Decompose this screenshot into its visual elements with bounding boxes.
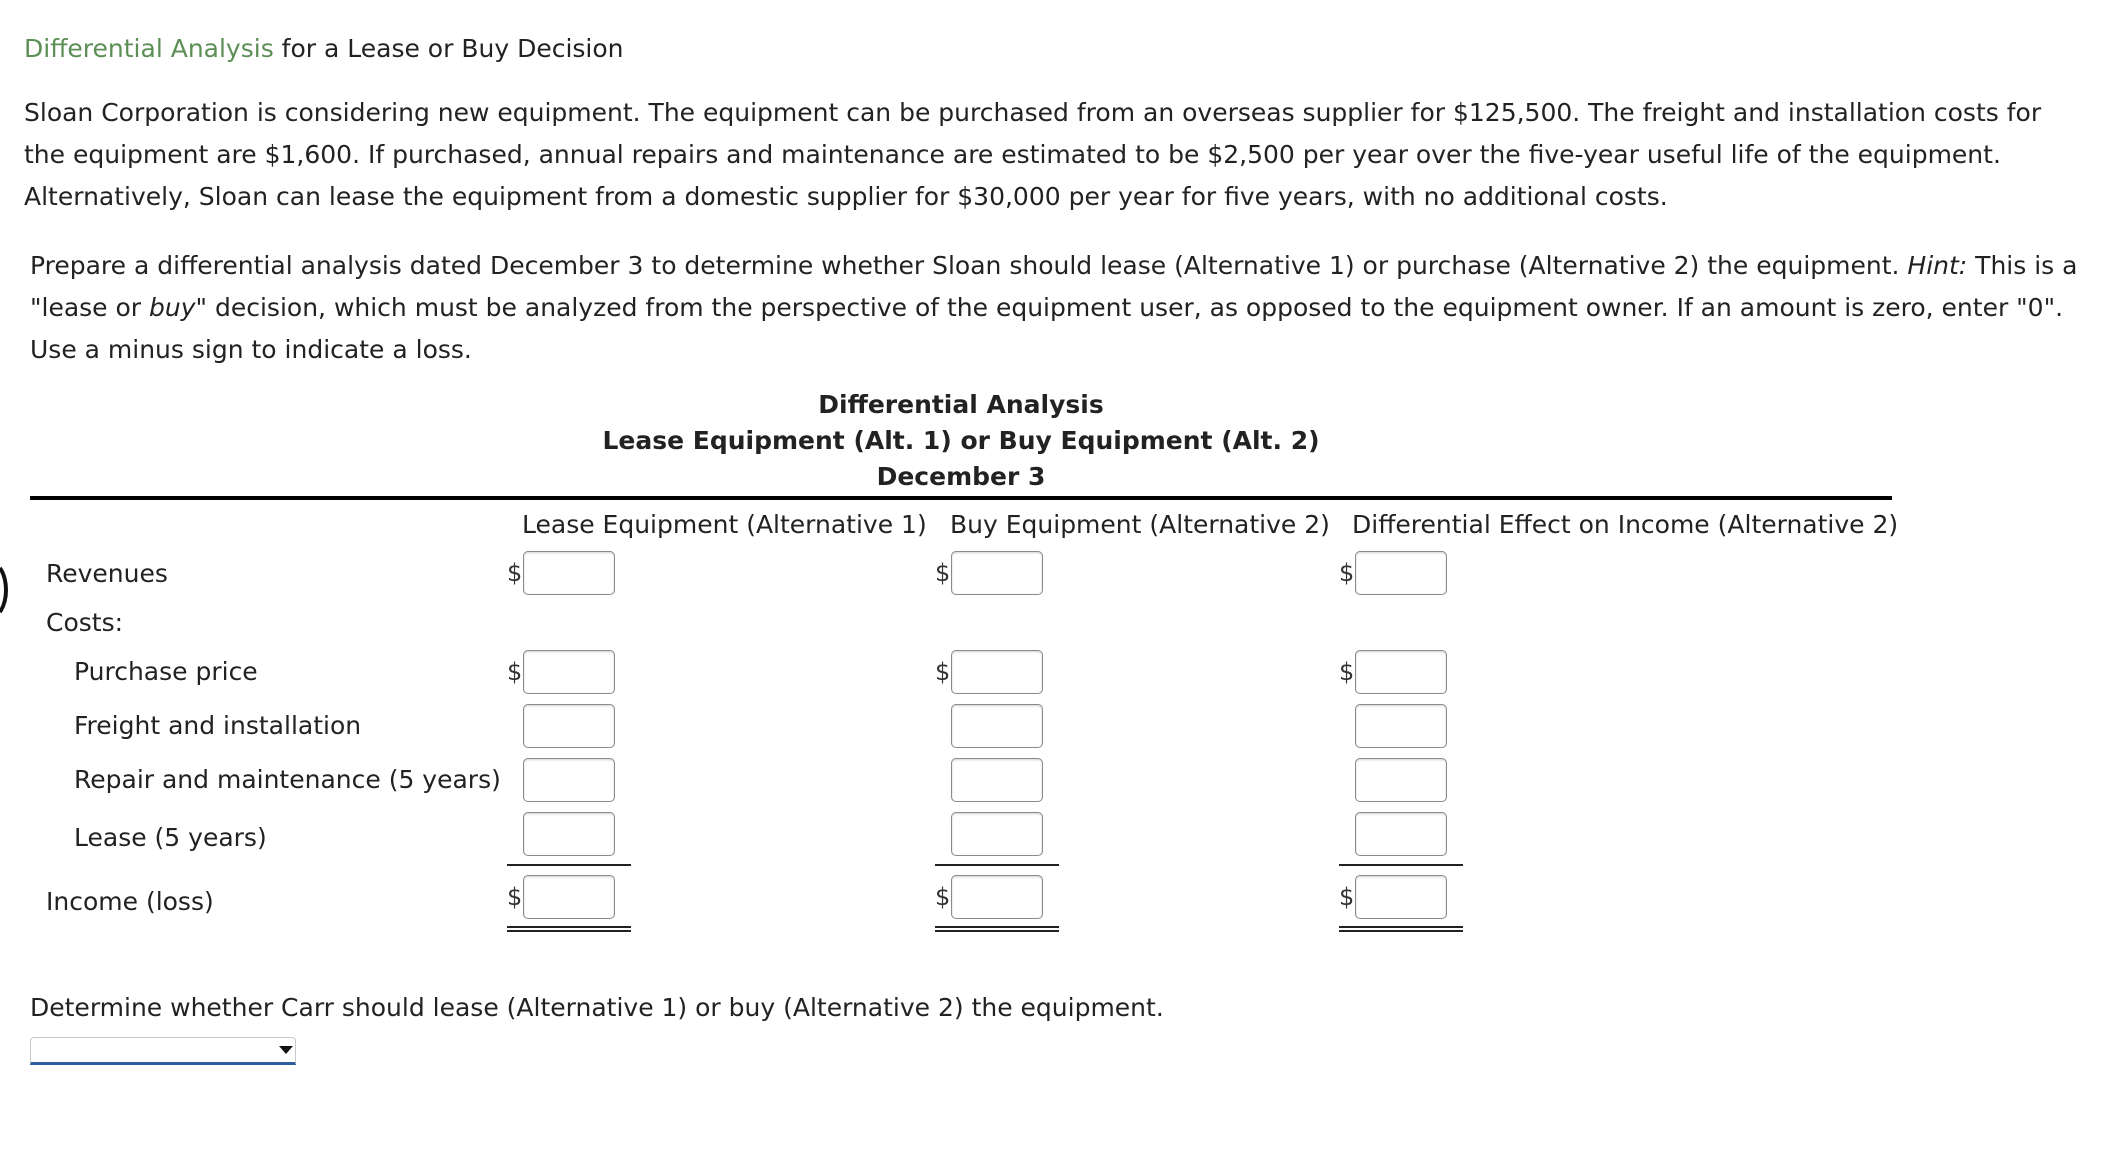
instructions-text-1: Prepare a differential analysis dated December 3 to determine whether Sloan should lease (Alternative 1) or purchase (Alternative 2) the equipment.	[30, 251, 1908, 280]
problem-paragraph: Sloan Corporation is considering new equipment. The equipment can be purchased from an overseas supplier for $125,500. The freight and installation costs for the equipment are $1,600. If purchased, annual repairs and maintenance are estimated to be $2,500 per year over the five-year useful life of the equipment. Alternatively, Sloan can lease the equipment from a domestic supplier for $30,000 per year for five years, with no additional costs.	[24, 98, 2042, 211]
subtotal-rule	[935, 864, 1059, 866]
instructions-paragraph	[30, 245, 2100, 371]
table-header-subtitle: Lease Equipment (Alt. 1) or Buy Equipment (Alt. 2)	[602, 426, 1320, 455]
differential-freight-input[interactable]	[1355, 704, 1447, 748]
chevron-down-icon[interactable]	[279, 1046, 293, 1054]
dollar-sign: $	[935, 559, 951, 587]
buy-repair-input[interactable]	[951, 758, 1043, 802]
buy-income-input[interactable]	[951, 875, 1043, 919]
buy-word: buy	[149, 293, 196, 322]
buy-lease-input[interactable]	[951, 812, 1043, 856]
lease-freight-input[interactable]	[523, 704, 615, 748]
edge-bracket-mark	[0, 560, 8, 620]
row-label-repair: Repair and maintenance (5 years)	[74, 765, 501, 794]
column-header-lease: Lease Equipment (Alternative 1)	[522, 510, 927, 539]
dollar-sign: $	[507, 559, 523, 587]
instructions-text-2: This is a "lease or	[30, 251, 2078, 322]
dollar-sign: $	[507, 658, 523, 686]
total-double-rule	[507, 926, 631, 932]
differential-lease-input[interactable]	[1355, 812, 1447, 856]
differential-analysis-link[interactable]: Differential Analysis	[24, 34, 274, 63]
buy-purchase-price-input[interactable]	[951, 650, 1043, 694]
row-label-purchase-price: Purchase price	[74, 657, 258, 686]
column-header-buy: Buy Equipment (Alternative 2)	[950, 510, 1330, 539]
differential-repair-input[interactable]	[1355, 758, 1447, 802]
lease-purchase-price-input[interactable]	[523, 650, 615, 694]
lease-income-input[interactable]	[523, 875, 615, 919]
lease-revenues-input[interactable]	[523, 551, 615, 595]
row-label-income: Income (loss)	[46, 887, 214, 916]
header-rule	[30, 496, 1892, 500]
lease-lease-input[interactable]	[523, 812, 615, 856]
row-label-costs: Costs:	[46, 608, 124, 637]
dollar-sign: $	[1339, 883, 1355, 911]
decision-dropdown[interactable]	[30, 1037, 296, 1065]
dollar-sign: $	[507, 883, 523, 911]
subtotal-rule	[507, 864, 631, 866]
row-label-freight: Freight and installation	[74, 711, 362, 740]
buy-freight-input[interactable]	[951, 704, 1043, 748]
page-title	[24, 34, 624, 63]
differential-revenues-input[interactable]	[1355, 551, 1447, 595]
row-label-revenues: Revenues	[46, 559, 168, 588]
differential-income-input[interactable]	[1355, 875, 1447, 919]
total-double-rule	[935, 926, 1059, 932]
decision-question: Determine whether Carr should lease (Alternative 1) or buy (Alternative 2) the equipment.	[30, 993, 1164, 1022]
row-label-lease: Lease (5 years)	[74, 823, 267, 852]
dollar-sign: $	[935, 883, 951, 911]
buy-revenues-input[interactable]	[951, 551, 1043, 595]
dollar-sign: $	[1339, 559, 1355, 587]
hint-label: Hint:	[1907, 251, 1968, 280]
table-header-date: December 3	[876, 462, 1046, 491]
page-title-rest: for a Lease or Buy Decision	[273, 34, 624, 63]
total-double-rule	[1339, 926, 1463, 932]
dollar-sign: $	[935, 658, 951, 686]
lease-repair-input[interactable]	[523, 758, 615, 802]
table-header-title: Differential Analysis	[818, 390, 1104, 419]
column-header-differential: Differential Effect on Income (Alternative 2)	[1352, 510, 1899, 539]
subtotal-rule	[1339, 864, 1463, 866]
differential-purchase-price-input[interactable]	[1355, 650, 1447, 694]
instructions-text-3: " decision, which must be analyzed from the perspective of the equipment user, as opposed to the equipment owner. If an amount is zero, enter "0". Use a minus sign to indicate a loss.	[30, 293, 2064, 364]
dollar-sign: $	[1339, 658, 1355, 686]
